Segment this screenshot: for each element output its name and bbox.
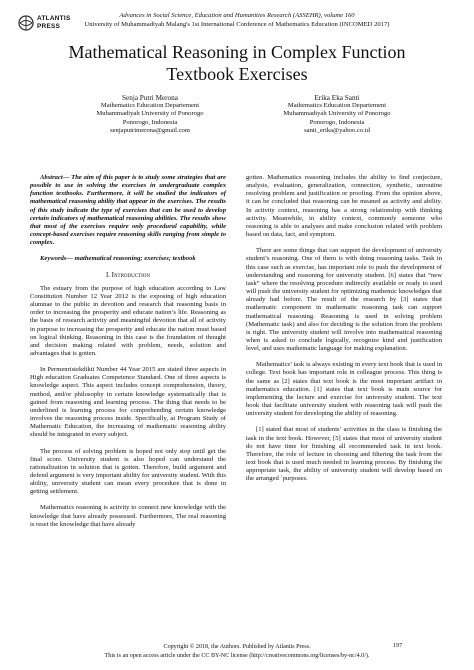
logo-name-line1: ATLANTIS [37,15,71,22]
body-paragraph: Mathematics reasoning is activity to connect new knowledge with the knowledge that have already possessed. Furthermore, The real reasoning is reset the knowledge that have already [30,504,226,528]
paper-title [40,41,434,85]
body-paragraph: gotten. Mathematics reasoning includes the ability to find conjecture, analysis, evaluation, generalization, connection, synthetic, unroutine resolving problem and justification or proofing. From the opinion above, it can be concluded that reasoning can be meaned as activity and ability. In activity context, reasoning has a strong relationship with thinking activity. Meanwhile, in ability context, commonly someone who reasoning is able to analyses and make conclusion related with problem based on data, fact, and symptom. [246,174,442,239]
author-block-1 [75,94,225,135]
abstract: Abstract— The aim of this paper is to study some strategies that are possible to use in solving the exercises in undergraduate complex function textbooks. Furthermore, it will be studied the indicators of mathematical reasoning ability that appear in the exercises. The results of this study indicate the type of exercises that can be used to develop certain indicators of mathematical reasoning abilities. The results show that most of the exercises require only procedural capability, while concept-based exercises require reasoning skills ranging from simple to complex. [30,174,226,247]
author-university: Muhammadiyah University of Ponorogo [283,110,391,118]
author-name: Erika Eka Santi [314,94,360,102]
logo-name-line2: PRESS [37,22,61,30]
footer-license: This is an open access article under the CC BY-NC license (http://creativecommons.org/licenses/by-nc/4.0/). [104,653,370,659]
left-column [30,174,226,537]
page-number: 197 [393,643,403,649]
author-department: Mathematics Education Departement [287,102,387,110]
footer-copyright: Copyright © 2018, the Authors. Published by Atlantis Press. [163,644,311,650]
right-column [246,174,442,491]
body-paragraph: [1] stated that most of students’ activities in the class is finishing the task in the text book. However, [5] states that most of university student do not have time for finishing all recommended task in text book. Therefore, the role of lecture in choosing and filtering the task from the text book that is used much needed in learning process. By finishing the appropriate task, the ability of university student will develop based on the arranged `purposes. [246,426,442,483]
author-name: Senja Putri Merona [122,94,178,102]
author-block-2 [262,94,412,135]
paper-title-line1: Mathematical Reasoning in Complex Function [68,42,406,62]
author-university: Muhammadiyah University of Ponorogo [96,110,204,118]
conference-name: University of Muhammadiyah Malang's 1st International Conference of Mathematics Education (INCOMED 2017) [84,21,390,28]
author-department: Mathematics Education Departement [100,102,200,110]
author-email: santi_erika@yahoo.co.id [304,126,370,134]
body-paragraph: There are some things that can support the development of university student’s reasoning. One of them is with doing reasoning tasks. Task in this case such as exercise, has important role to push the development of understanding and reasoning for university student. [6] states that “new task” where the resolving procedure indirectly available or ready to used will push the university student for optimizing mathemic knowledges that already had before. The result of the research by [3] states that mathematic component in mathematic reasoning task can support mathematical reasoning. Reasoning is used in solving problem (Mathematic task) and also for deciding is the solution from the problem is right. The university student will involve into mathematical reasoning when is asked to conclude logically, recognize kind and justification level, and uses mathematic language for making explanation. [246,247,442,353]
body-paragraph: The process of solving problem is hoped not only stop until get the final score. University student is also hoped can understand the rationalization in solution that is gotten. Therefore, build argument and defend argument is very important ability for university student. With this ability, university student can mean every procedure that is done in getting settlement. [30,447,226,496]
author-city: Ponorogo, Indonesia [122,118,178,126]
section-heading [30,272,226,280]
keywords: Keywords— mathematical reasoning; exercises; textbook [40,255,196,263]
author-city: Ponorogo, Indonesia [309,118,365,126]
paper-title-line2: Textbook Exercises [166,64,308,84]
section-title: Introduction [111,271,151,279]
body-paragraph: In Permenristekdikti Number 44 Year 2015 are stated three aspects in High education Graduates Competence Standard. One of three aspects is knowledge aspect. This aspect includes concept comprehension, theory, method, and/or philosophy in certain knowledge systematically that is gained from reasoning and learning process. The thing that needs to be underlined is learning process for comprehending certain knowledge involves the reasoning process inside. Specifically, at Program Study of Mathematic Education, the increasing of mathematic reasoning ability should be integrated in every subject. [30,366,226,439]
body-paragraph: Mathematics’ task is always existing in every text book that is used in college. Text book has important role in colleague process. This thing is the same as [2] states that text book is the most important artifact in mathematics education. [1] states that text book is main source for implementing the lecture and exercise for university student. The text book that facilitate university student with reasoning task will push the university student for developing the ability of reasoning. [246,361,442,418]
section-number: I. [105,271,110,279]
author-email: senjaputrimerona@gmail.com [110,126,190,134]
journal-series: Advances in Social Science, Education and Humanities Research (ASSEHR), volume 160 [119,12,355,19]
body-paragraph: The estuary from the purpose of high education according to Law Constitution Number 12 Year 2012 is the exposing of high education alumnae to the public in devotion and research that reasoning basis in order to increasing the prosperity and educate nation’s life. Reasoning as the basis of research activity and meaningful devotion that all of activity in purpose to increasing the prosperity and educate the nation must based on logical thinking. Reasoning in this case is the foundation of thought and decision making related with problem, needs, solution and advantages that is gotten. [30,284,226,357]
